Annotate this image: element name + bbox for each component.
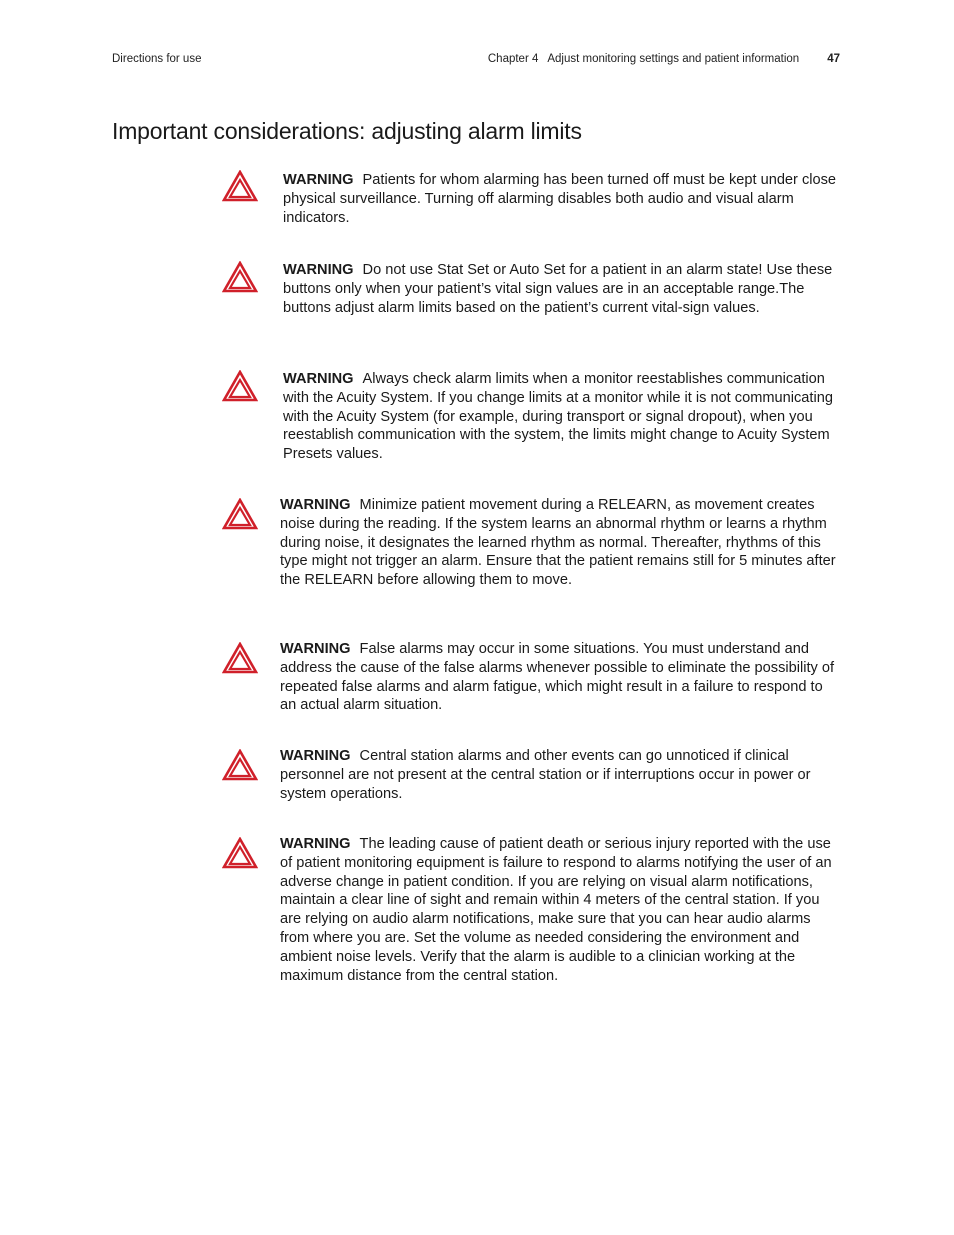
warning-text: The leading cause of patient death or serious injury reported with the use of patient monitoring equipment is failure to respond to alarms notifying the user of an adverse change in patient condition. If you are relying on visual alarm notifications, maintain a clear line of sight and remain within 4 meters of the central station. If you are relying on audio alarm notifications, make sure that you can hear audio alarms from where you are. Set the volume as needed considering the environment and ambient noise levels. Verify that the alarm is audible to a clinician working at the maximum distance from the central station. <box>280 836 832 984</box>
running-header-right <box>488 53 840 65</box>
running-header-left: Directions for use <box>112 53 202 65</box>
warning-block <box>283 171 843 227</box>
warning-block <box>283 261 843 317</box>
warning-text: Do not use Stat Set or Auto Set for a patient in an alarm state! Use these buttons only when your patient’s vital sign values are in an acceptable range.The buttons adjust alarm limits based on the patient’s current vital-sign values. <box>283 262 833 316</box>
warning-block <box>283 370 843 464</box>
warning-label: WARNING <box>280 497 351 513</box>
warning-label: WARNING <box>283 172 354 188</box>
warning-label: WARNING <box>283 371 354 387</box>
warning-block <box>280 747 840 803</box>
warning-label: WARNING <box>280 836 351 852</box>
warning-label: WARNING <box>280 641 351 657</box>
warning-text: Minimize patient movement during a RELEARN, as movement creates noise during the reading. If the system learns an abnormal rhythm or learns a rhythm during noise, it designates the learned rhythm as normal. Thereafter, rhythms of this type might not trigger an alarm. Ensure that the patient remains still for 5 minutes after the RELEARN before allowing them to move. <box>280 497 836 589</box>
warning-triangle-icon <box>222 642 258 674</box>
page-title: Important considerations: adjusting alarm limits <box>112 118 582 144</box>
warning-label: WARNING <box>283 262 354 278</box>
warning-triangle-icon <box>222 170 258 202</box>
page-number: 47 <box>827 53 840 65</box>
warning-block <box>280 835 840 985</box>
warning-triangle-icon <box>222 498 258 530</box>
warning-triangle-icon <box>222 837 258 869</box>
warning-triangle-icon <box>222 749 258 781</box>
warning-text: Central station alarms and other events can go unnoticed if clinical personnel are not present at the central station or if interruptions occur in power or system operations. <box>280 748 811 802</box>
warning-triangle-icon <box>222 370 258 402</box>
warning-triangle-icon <box>222 261 258 293</box>
warning-text: False alarms may occur in some situations. You must understand and address the cause of the false alarms whenever possible to eliminate the possibility of repeated false alarms and alarm fatigue, which might result in a failure to respond to an actual alarm situation. <box>280 641 835 714</box>
warning-label: WARNING <box>280 748 351 764</box>
warning-text: Always check alarm limits when a monitor reestablishes communication with the Acuity System. If you change limits at a monitor while it is not communicating with the Acuity System (for example, during transport or signal dropout), when you reestablish communication with the system, the limits might change to Acuity System Presets values. <box>283 371 833 463</box>
warning-text: Patients for whom alarming has been turned off must be kept under close physical surveillance. Turning off alarming disables both audio and visual alarm indicators. <box>283 172 837 226</box>
chapter-title: Chapter 4 Adjust monitoring settings and patient information <box>487 53 800 65</box>
warning-block <box>280 640 840 715</box>
warning-block <box>280 496 840 590</box>
